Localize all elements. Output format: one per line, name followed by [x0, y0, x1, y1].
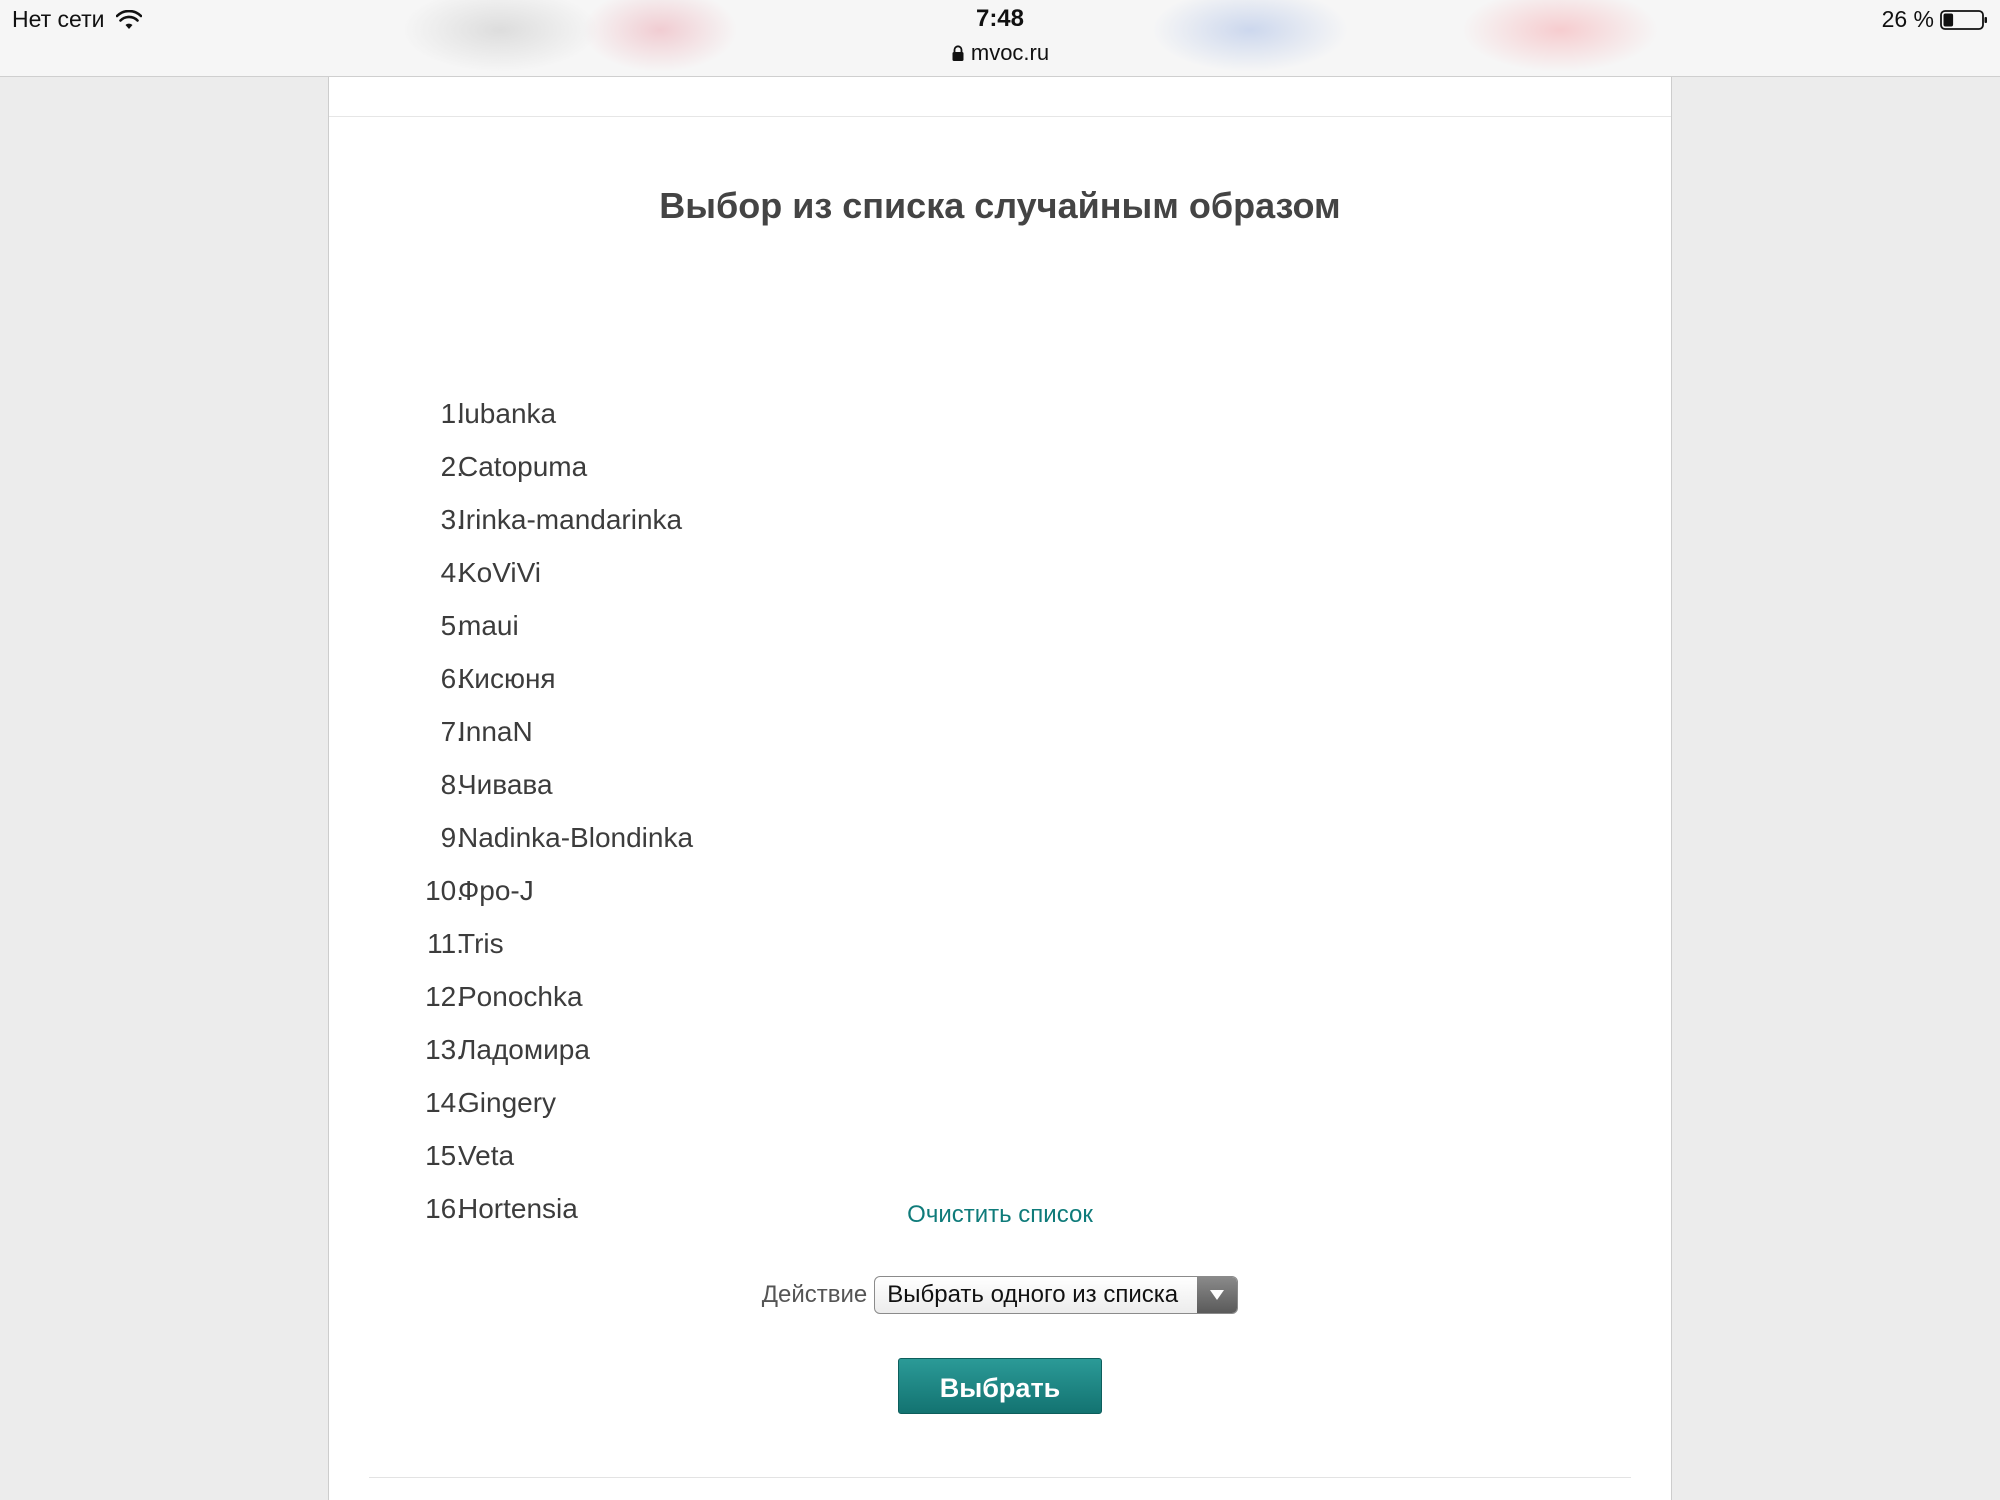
list-item-name: Catopuma: [458, 451, 588, 482]
url-text: mvoc.ru: [970, 40, 1050, 65]
action-row: [329, 1276, 1671, 1314]
content-panel: [328, 77, 1672, 1500]
list-item-number: 1.: [440, 398, 464, 429]
divider: [329, 116, 1671, 117]
list-item-number: 5.: [440, 610, 464, 641]
action-select-value: Выбрать одного из списка: [887, 1281, 1179, 1308]
list-item-number: 3.: [440, 504, 464, 535]
list-item-number: 16.: [425, 1193, 464, 1224]
list-item-number: 9.: [440, 822, 464, 853]
action-label: Действие: [761, 1281, 868, 1308]
list-item-name: Nadinka-Blondinka: [458, 822, 694, 853]
select-arrow-button[interactable]: [1197, 1277, 1237, 1313]
list-item-name: maui: [458, 610, 519, 641]
clock: 7:48: [975, 5, 1025, 32]
list-item-name: lubanka: [458, 398, 557, 429]
list-item-name: Ponochka: [458, 981, 583, 1012]
list-item-number: 15.: [425, 1140, 464, 1171]
status-bar: [0, 0, 2000, 77]
list-item-name: Фро-J: [458, 875, 534, 906]
list-item-number: 14.: [425, 1087, 464, 1118]
page-title: Выбор из списка случайным образом: [659, 185, 1341, 226]
list-item-name: Tris: [458, 928, 504, 959]
list-item-number: 7.: [440, 716, 464, 747]
list-item-number: 12.: [425, 981, 464, 1012]
divider: [369, 1477, 1631, 1478]
list-item-name: Чивава: [458, 769, 553, 800]
list-item-name: KoViVi: [458, 557, 542, 588]
list-item-name: Gingery: [458, 1087, 557, 1118]
list-item-number: 11.: [427, 928, 464, 959]
choose-button[interactable]: Выбрать: [898, 1358, 1102, 1414]
carrier-label: Нет сети: [12, 6, 105, 32]
list-item-name: Veta: [458, 1140, 515, 1171]
chevron-down-icon: [1210, 1290, 1224, 1300]
battery-icon: [1940, 9, 1988, 31]
list-item-number: 4.: [440, 557, 464, 588]
list-item-number: 8.: [440, 769, 464, 800]
list-item-name: Irinka-mandarinka: [458, 504, 683, 535]
list-item-number: 2.: [440, 451, 464, 482]
list-item-number: 13.: [425, 1034, 464, 1065]
list-item-name: InnaN: [458, 716, 533, 747]
list-item-name: Кисюня: [458, 663, 556, 694]
list-item-name: Ладомира: [458, 1034, 590, 1065]
battery-status: [1882, 6, 1988, 33]
list-item-number: 6.: [440, 663, 464, 694]
battery-percent: 26 %: [1881, 6, 1934, 32]
lock-icon: [951, 45, 965, 62]
list-item-number: 10.: [425, 875, 464, 906]
clear-list-link[interactable]: Очистить список: [907, 1201, 1093, 1228]
action-select[interactable]: [874, 1276, 1238, 1314]
list-item-name: Hortensia: [458, 1193, 578, 1224]
address-bar[interactable]: [0, 40, 2000, 66]
